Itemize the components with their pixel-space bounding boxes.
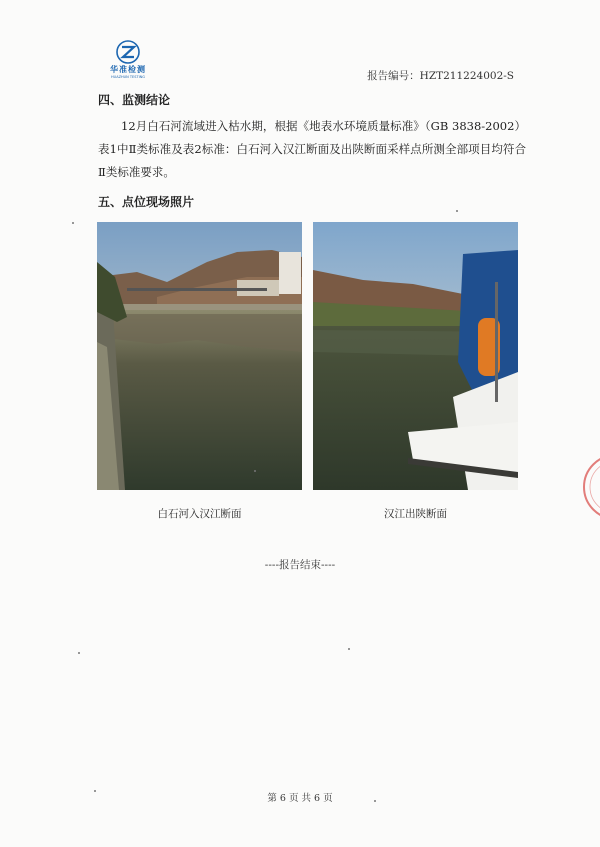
scan-speck: [94, 790, 96, 792]
conclusion-paragraph: [98, 115, 526, 184]
scan-speck: [456, 210, 458, 212]
logo-subtitle: HUAZHUN TESTING: [111, 75, 145, 79]
page-number: 第 6 页 共 6 页: [267, 793, 333, 804]
logo-mark-icon: [116, 40, 140, 64]
section-title-conclusion: 四、监测结论: [98, 93, 171, 107]
report-number: 报告编号：HZT211224002-S: [367, 70, 514, 82]
section-title-photos: 五、点位现场照片: [98, 195, 195, 209]
report-end-marker: ----报告结束----: [264, 559, 336, 571]
photo-caption-2: 汉江出陕断面: [384, 508, 447, 520]
scan-speck: [374, 800, 376, 802]
site-photo-baishi-river: [97, 222, 302, 490]
scan-speck: [254, 470, 256, 472]
logo-name: 华准检测: [110, 65, 146, 74]
scan-speck: [78, 652, 80, 654]
conclusion-text: 12月白石河流域进入枯水期，根据《地表水环境质量标准》（GB 3838-2002）表1中Ⅱ类标准及表2标准：白石河入汉江断面及出陕断面采样点所测全部项目均符合Ⅱ类标准要求。: [98, 119, 526, 179]
seal-stamp-icon: [578, 452, 600, 522]
site-photo-han-river: [313, 222, 518, 490]
photo-caption-1: 白石河入汉江断面: [157, 508, 242, 520]
company-logo: [104, 40, 154, 86]
scan-speck: [348, 648, 350, 650]
scan-speck: [72, 222, 74, 224]
